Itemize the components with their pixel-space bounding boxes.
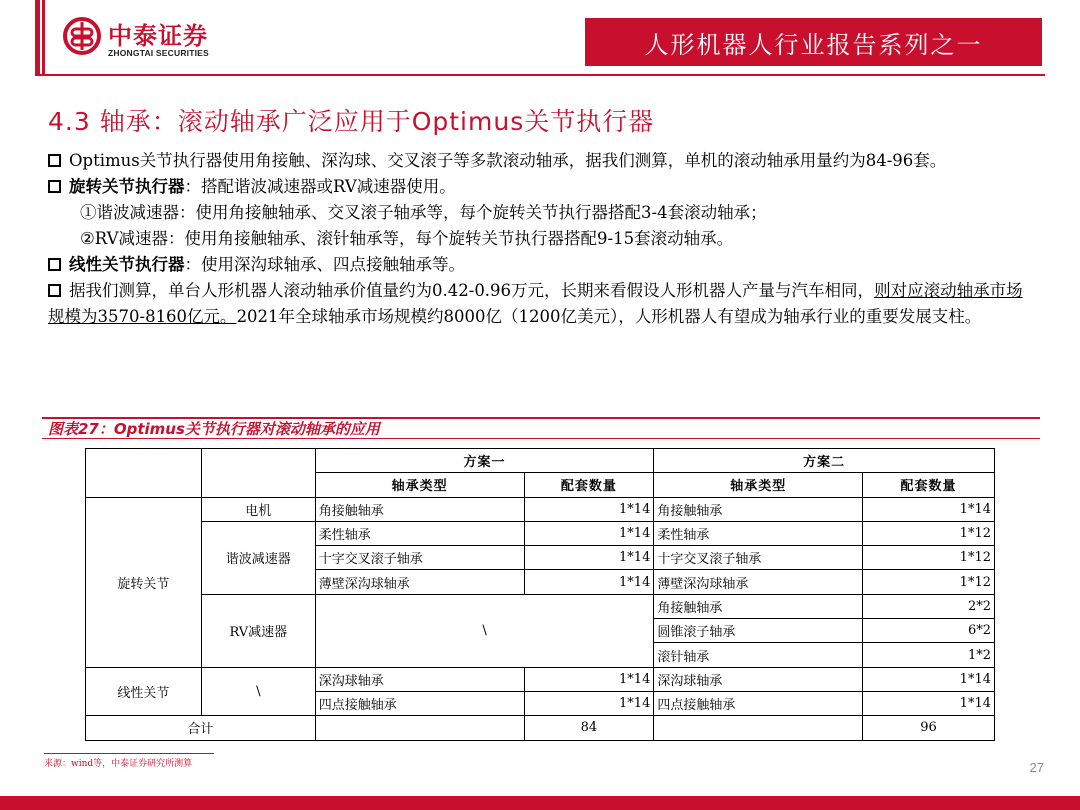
bearing-type-cell: 薄壁深沟球轴承 — [315, 570, 524, 594]
paragraph-1 — [48, 148, 1038, 174]
section-title: 4.3 轴承：滚动轴承广泛应用于Optimus关节执行器 — [48, 107, 655, 136]
quantity-cell: 1*12 — [863, 546, 995, 570]
header-empty-cell — [86, 449, 202, 498]
quantity-cell: 1*14 — [524, 667, 654, 691]
bullet-square-icon — [48, 284, 61, 297]
plan2-total-cell: 96 — [863, 716, 995, 740]
paragraph-6-text-a: 据我们测算，单台人形机器人滚动轴承价值量约为0.42-0.96万元，长期来看假设人形机器人产量与汽车相同， — [69, 281, 875, 300]
paragraph-6-text-b: 2021年全球轴承市场规模约8000亿（1200亿美元），人形机器人有望成为轴承行业的重要发展支柱。 — [236, 307, 982, 326]
bearing-table — [85, 448, 995, 741]
plan2-type-header: 轴承类型 — [654, 473, 863, 497]
source-note: 来源：wind等，中泰证券研究所测算 — [44, 753, 214, 769]
footer-bar — [0, 796, 1080, 810]
paragraph-2-text: ：搭配谐波减速器或RV减速器使用。 — [184, 177, 456, 196]
company-logo — [62, 14, 237, 64]
paragraph-6 — [48, 278, 1038, 330]
rotary-joint-label: 旋转关节执行器 — [69, 177, 185, 196]
table-row — [86, 667, 995, 691]
linear-joint-label: 线性关节执行器 — [69, 255, 185, 274]
not-applicable-cell: \ — [315, 594, 654, 667]
plan1-header: 方案一 — [315, 449, 654, 473]
paragraph-5-text: ：使用深沟球轴承、四点接触轴承等。 — [184, 255, 465, 274]
quantity-cell: 1*14 — [524, 497, 654, 521]
quantity-cell: 1*2 — [863, 643, 995, 667]
plan2-header: 方案二 — [654, 449, 995, 473]
bearing-type-cell: 深沟球轴承 — [315, 667, 524, 691]
bearing-type-cell: 圆锥滚子轴承 — [654, 619, 863, 643]
bearing-type-cell: 十字交叉滚子轴承 — [654, 546, 863, 570]
rv-reducer-cell: RV减速器 — [201, 594, 315, 667]
quantity-cell: 1*14 — [863, 667, 995, 691]
harmonic-reducer-cell: 谐波减速器 — [201, 521, 315, 594]
table-header-row-1 — [86, 449, 995, 473]
table-row — [86, 521, 995, 545]
paragraph-4: ②RV减速器：使用角接触轴承、滚针轴承等，每个旋转关节执行器搭配9-15套滚动轴承。 — [80, 229, 734, 248]
page-number: 27 — [1029, 760, 1044, 775]
bearing-type-cell: 四点接触轴承 — [654, 691, 863, 715]
table-row — [86, 497, 995, 521]
header-empty-cell — [201, 449, 315, 498]
paragraph-5 — [48, 252, 1038, 278]
linear-joint-cell: 线性关节 — [86, 667, 202, 716]
bearing-type-cell: 柔性轴承 — [654, 521, 863, 545]
bullet-square-icon — [48, 180, 61, 193]
quantity-cell: 1*14 — [524, 570, 654, 594]
empty-cell — [654, 716, 863, 740]
bearing-type-cell: 柔性轴承 — [315, 521, 524, 545]
quantity-cell: 1*14 — [524, 546, 654, 570]
paragraph-1-text: Optimus关节执行器使用角接触、深沟球、交叉滚子等多款滚动轴承，据我们测算，单机的滚动轴承用量约为84-96套。 — [69, 151, 947, 170]
plan2-qty-header: 配套数量 — [863, 473, 995, 497]
plan1-total-cell: 84 — [524, 716, 654, 740]
report-series-title: 人形机器人行业报告系列之一 — [585, 18, 1042, 66]
rotary-joint-cell: 旋转关节 — [86, 497, 202, 667]
bearing-type-cell: 十字交叉滚子轴承 — [315, 546, 524, 570]
quantity-cell: 1*14 — [863, 497, 995, 521]
left-accent-stripe — [40, 0, 42, 74]
quantity-cell: 6*2 — [863, 619, 995, 643]
quantity-cell: 2*2 — [863, 594, 995, 618]
motor-cell: 电机 — [201, 497, 315, 521]
bearing-type-cell: 角接触轴承 — [654, 594, 863, 618]
quantity-cell: 1*14 — [524, 521, 654, 545]
bearing-type-cell: 薄壁深沟球轴承 — [654, 570, 863, 594]
quantity-cell: 1*12 — [863, 521, 995, 545]
bullet-square-icon — [48, 154, 61, 167]
quantity-cell: 1*14 — [863, 691, 995, 715]
figure-title: 图表27：Optimus关节执行器对滚动轴承的应用 — [42, 417, 1040, 439]
zhongtai-logo-icon — [62, 16, 102, 56]
table-row — [86, 594, 995, 618]
paragraph-3: ①谐波减速器：使用角接触轴承、交叉滚子轴承等，每个旋转关节执行器搭配3-4套滚动轴承； — [80, 203, 767, 222]
paragraph-2 — [48, 174, 1038, 200]
quantity-cell: 1*14 — [524, 691, 654, 715]
paragraph-6-underlined: 则对应滚动轴承市场规模为3570-8160亿元。 — [48, 281, 1023, 326]
bearing-type-cell: 角接触轴承 — [654, 497, 863, 521]
table-total-row — [86, 716, 995, 740]
empty-cell — [315, 716, 524, 740]
bearing-type-cell: 滚针轴承 — [654, 643, 863, 667]
total-label-cell: 合计 — [86, 716, 316, 740]
bearing-type-cell: 角接触轴承 — [315, 497, 524, 521]
body-text — [48, 148, 1038, 330]
not-applicable-cell: \ — [201, 667, 315, 716]
header-divider — [35, 74, 1045, 76]
bearing-type-cell: 四点接触轴承 — [315, 691, 524, 715]
logo-english-name: ZHONGTAI SECURITIES — [108, 48, 209, 58]
bearing-type-cell: 深沟球轴承 — [654, 667, 863, 691]
plan1-qty-header: 配套数量 — [524, 473, 654, 497]
bullet-square-icon — [48, 258, 61, 271]
plan1-type-header: 轴承类型 — [315, 473, 524, 497]
quantity-cell: 1*12 — [863, 570, 995, 594]
logo-chinese-name: 中泰证券 — [108, 22, 208, 50]
